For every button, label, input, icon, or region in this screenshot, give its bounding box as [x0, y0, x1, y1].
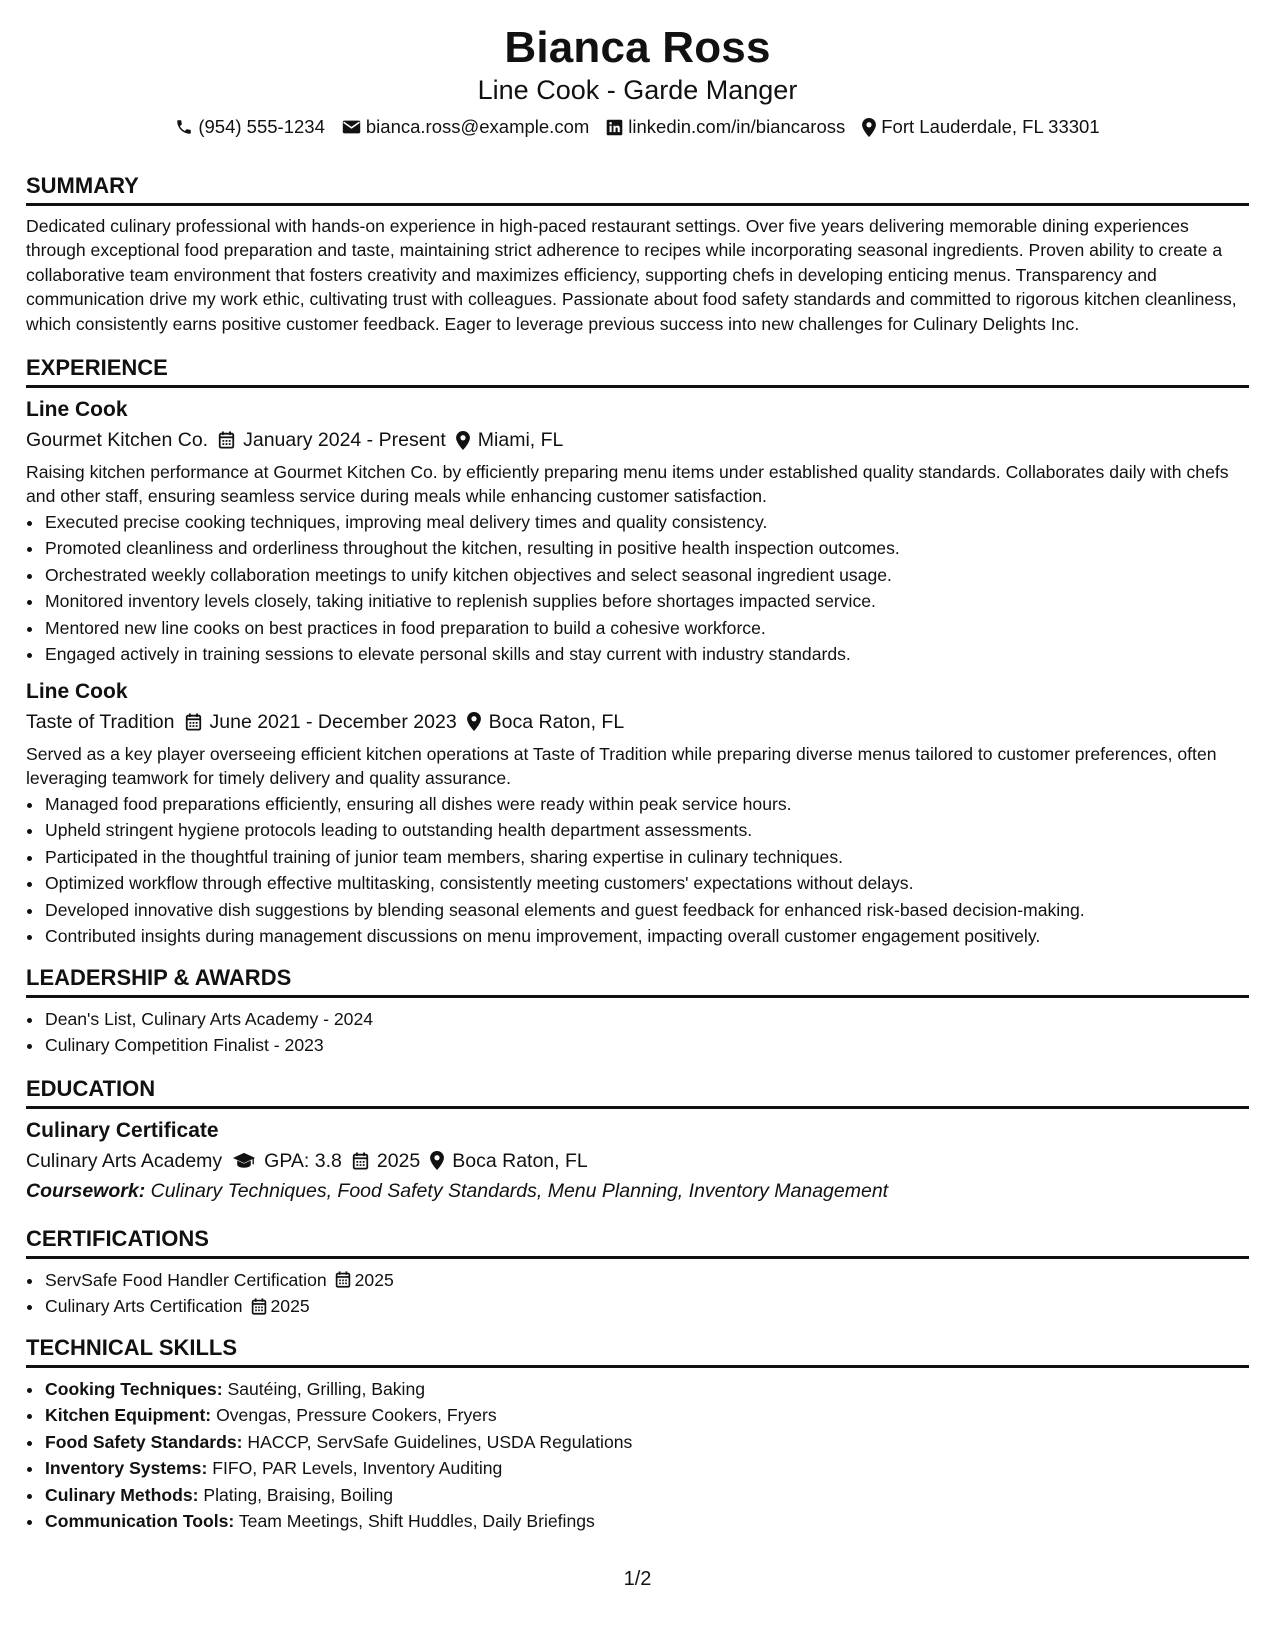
job-description: Raising kitchen performance at Gourmet Kitchen Co. by efficiently preparing menu items under established quality standards. Collaborates daily with chefs and other staff, ensuring seamless service during meals while enhancing customer satisfaction.: [26, 462, 1229, 507]
job-company: Gourmet Kitchen Co.: [26, 429, 209, 452]
list-item: • Mentored new line cooks on best practices in food preparation to build a cohesive workforce.: [44, 615, 1249, 642]
list-item: [44, 1429, 1249, 1456]
calendar-icon: [251, 1298, 267, 1315]
job-entry: [26, 396, 1249, 668]
education-heading: EDUCATION: [26, 1075, 156, 1101]
job-location-text: Boca Raton, FL: [488, 710, 625, 733]
job-location: [467, 708, 625, 736]
list-item: • Upheld stringent hygiene protocols leading to outstanding health department assessments.: [44, 817, 1249, 844]
candidate-headline: Line Cook - Garde Manger: [477, 75, 798, 105]
envelope-icon: [342, 119, 361, 135]
calendar-icon: [185, 713, 202, 731]
skill-label: Culinary Methods:: [45, 1484, 199, 1505]
skill-label: Cooking Techniques:: [45, 1378, 223, 1399]
certifications-section: [26, 1225, 1249, 1320]
skills-heading: TECHNICAL SKILLS: [26, 1334, 238, 1360]
linkedin-icon: [606, 119, 623, 136]
school-name: Culinary Arts Academy: [26, 1149, 223, 1172]
awards-list: [26, 1006, 1249, 1059]
skills-list: [26, 1376, 1249, 1535]
list-item: • Promoted cleanliness and orderliness throughout the kitchen, resulting in positive health inspection outcomes.: [44, 535, 1249, 562]
contact-location: [862, 114, 1099, 140]
graduation-cap-icon: [232, 1152, 256, 1169]
cert-year: 2025: [354, 1269, 394, 1290]
map-pin-icon: [430, 1151, 444, 1170]
certifications-list: [26, 1267, 1249, 1320]
list-item: [44, 1376, 1249, 1403]
skill-label: Communication Tools:: [45, 1511, 235, 1532]
cert-name: • ServSafe Food Handler Certification: [45, 1269, 327, 1290]
awards-section: [26, 964, 1249, 1059]
list-item: • Culinary Competition Finalist - 2023: [44, 1032, 1249, 1059]
skill-value: FIFO, PAR Levels, Inventory Auditing: [212, 1458, 503, 1479]
list-item: • Managed food preparations efficiently, ensuring all dishes were ready within peak service hours.: [44, 791, 1249, 818]
phone-text: (954) 555-1234: [198, 116, 325, 137]
calendar-icon: [352, 1152, 369, 1170]
calendar-icon: [218, 431, 235, 449]
job-location: [456, 426, 564, 454]
resume-page: [26, 22, 1249, 1535]
job-dates-text: January 2024 - Present: [243, 429, 446, 452]
skill-label: Kitchen Equipment:: [45, 1405, 212, 1426]
education-meta: [26, 1147, 1249, 1175]
job-meta: [26, 426, 1249, 454]
gpa-text: GPA: 3.8: [264, 1149, 342, 1172]
awards-heading: LEADERSHIP & AWARDS: [26, 964, 292, 990]
certifications-heading: CERTIFICATIONS: [26, 1225, 209, 1251]
job-dates: [185, 708, 457, 736]
job-bullets: [26, 509, 1249, 668]
year-text: 2025: [376, 1149, 421, 1172]
linkedin-text[interactable]: linkedin.com/in/biancaross: [628, 116, 846, 137]
skill-value: HACCP, ServSafe Guidelines, USDA Regulations: [247, 1431, 633, 1452]
summary-section: [26, 172, 1249, 336]
contact-email[interactable]: [342, 114, 589, 140]
education-location-text: Boca Raton, FL: [452, 1149, 588, 1172]
contact-bar: [26, 114, 1249, 140]
job-meta: [26, 708, 1249, 736]
contact-phone: [175, 114, 325, 140]
job-dates-text: June 2021 - December 2023: [209, 710, 457, 733]
map-pin-icon: [467, 712, 481, 731]
list-item: [44, 1455, 1249, 1482]
skill-value: Ovengas, Pressure Cookers, Fryers: [216, 1405, 497, 1426]
list-item: • Engaged actively in training sessions to elevate personal skills and stay current with industry standards.: [44, 641, 1249, 668]
page-number: 1/2: [623, 1568, 652, 1590]
list-item: • Participated in the thoughtful training of junior team members, sharing expertise in culinary techniques.: [44, 844, 1249, 871]
job-location-text: Miami, FL: [477, 429, 564, 452]
list-item: • Orchestrated weekly collaboration meetings to unify kitchen objectives and select seasonal ingredient usage.: [44, 562, 1249, 589]
experience-section: [26, 354, 1249, 950]
coursework-line: [26, 1177, 1249, 1205]
list-item: • Executed precise cooking techniques, improving meal delivery times and quality consistency.: [44, 509, 1249, 536]
job-title: Line Cook: [26, 679, 128, 703]
list-item: • Optimized workflow through effective multitasking, consistently meeting customers' expectations without delays.: [44, 870, 1249, 897]
summary-text: Dedicated culinary professional with hands-on experience in high-paced restaurant settings. Over five years delivering memorable dining experiences through exceptional food preparation and taste, maintaining strict adherence to recipes while incorporating seasonal ingredients. Proven ability to create a collaborative team environment that fosters creativity and maximizes efficiency, supporting chefs in developing enticing menus. Transparency and communication drive my work ethic, cultivating trust with colleagues. Passionate about food safety standards and committed to rigorous kitchen cleanliness, which consistently earns positive customer feedback. Eager to leverage previous success into new challenges for Culinary Delights Inc.: [26, 216, 1237, 334]
job-company: Taste of Tradition: [26, 710, 175, 733]
list-item: • Contributed insights during management discussions on menu improvement, impacting overall customer engagement positively.: [44, 923, 1249, 950]
resume-header: [26, 22, 1249, 140]
list-item: [44, 1508, 1249, 1535]
skill-label: Inventory Systems:: [45, 1458, 208, 1479]
job-dates: [218, 426, 446, 454]
section-divider: [26, 1256, 1249, 1259]
email-text[interactable]: bianca.ross@example.com: [365, 116, 590, 137]
coursework-text: Culinary Techniques, Food Safety Standards, Menu Planning, Inventory Management: [150, 1179, 889, 1202]
job-title: Line Cook: [26, 398, 128, 422]
skills-section: [26, 1334, 1249, 1535]
list-item: [44, 1267, 1249, 1294]
contact-linkedin[interactable]: [606, 114, 845, 140]
map-pin-icon: [456, 431, 470, 450]
calendar-icon: [335, 1271, 351, 1288]
section-divider: [26, 385, 1249, 388]
location-text: Fort Lauderdale, FL 33301: [881, 116, 1100, 137]
section-divider: [26, 203, 1249, 206]
skill-value: Plating, Braising, Boiling: [203, 1484, 394, 1505]
phone-icon: [175, 118, 193, 136]
education-location: [430, 1147, 588, 1175]
list-item: [44, 1293, 1249, 1320]
list-item: [44, 1482, 1249, 1509]
map-pin-icon: [862, 118, 876, 137]
skill-value: Team Meetings, Shift Huddles, Daily Briefings: [238, 1511, 595, 1532]
job-bullets: [26, 791, 1249, 950]
cert-year: 2025: [270, 1296, 310, 1317]
skill-value: Sautéing, Grilling, Baking: [227, 1378, 426, 1399]
education-section: [26, 1075, 1249, 1205]
cert-name: • Culinary Arts Certification: [45, 1296, 243, 1317]
section-divider: [26, 995, 1249, 998]
list-item: • Monitored inventory levels closely, taking initiative to replenish supplies before shortages impacted service.: [44, 588, 1249, 615]
section-divider: [26, 1106, 1249, 1109]
degree-title: Culinary Certificate: [26, 1118, 219, 1142]
list-item: • Dean's List, Culinary Arts Academy - 2024: [44, 1006, 1249, 1033]
section-divider: [26, 1365, 1249, 1368]
list-item: [44, 1402, 1249, 1429]
list-item: • Developed innovative dish suggestions by blending seasonal elements and guest feedback for enhanced risk-based decision-making.: [44, 897, 1249, 924]
summary-heading: SUMMARY: [26, 173, 139, 198]
experience-heading: EXPERIENCE: [26, 355, 168, 381]
candidate-name: Bianca Ross: [504, 23, 771, 72]
job-entry: [26, 678, 1249, 950]
coursework-label: Coursework:: [26, 1179, 146, 1202]
job-description: Served as a key player overseeing efficient kitchen operations at Taste of Tradition while preparing diverse menus tailored to customer preferences, often leveraging teamwork for timely delivery and quality assurance.: [26, 743, 1217, 789]
education-gpa: [232, 1147, 342, 1175]
education-year: [352, 1147, 420, 1175]
skill-label: Food Safety Standards:: [45, 1431, 243, 1452]
